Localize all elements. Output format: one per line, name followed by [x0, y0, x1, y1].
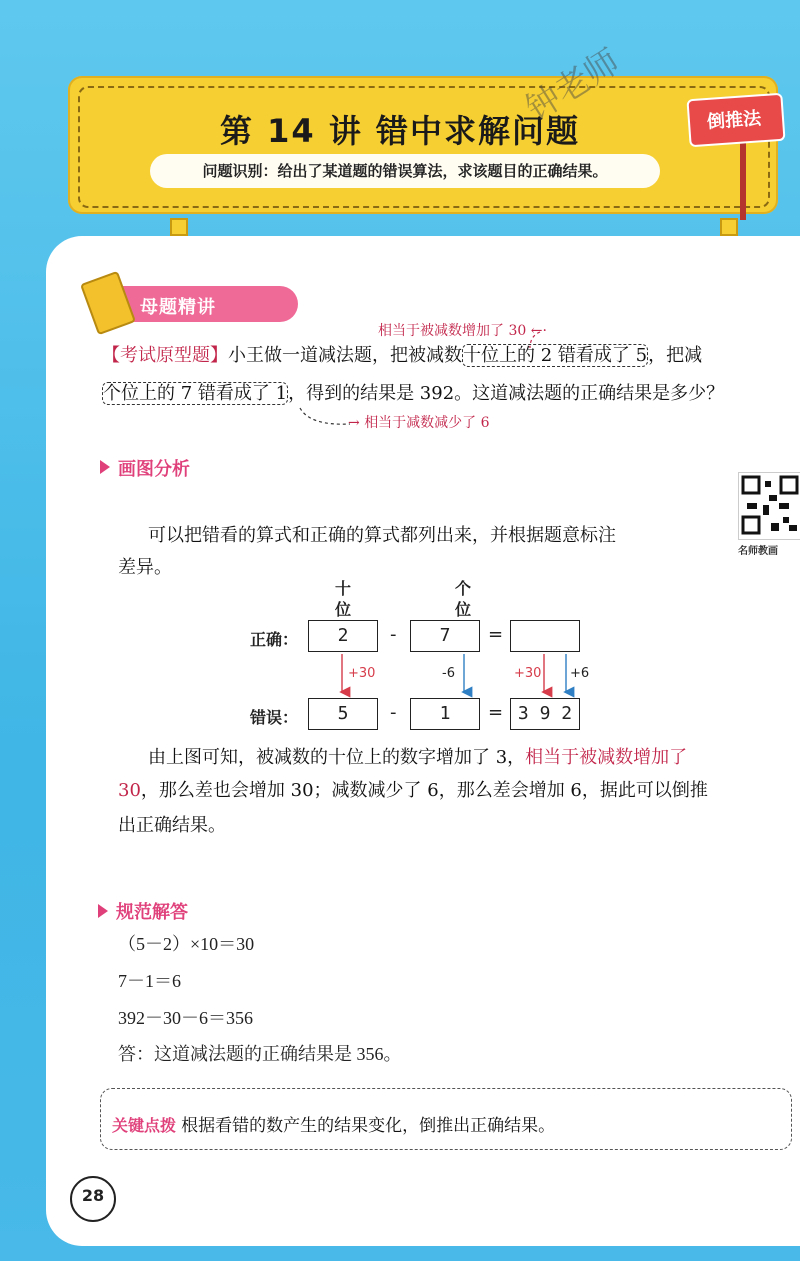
correct-ones-box: 7 — [410, 620, 480, 652]
conclusion-line-2 — [118, 775, 798, 807]
qr-label: 名师教画 — [738, 546, 778, 557]
tens-label-top: 十 — [335, 579, 352, 598]
minus-sign-2: - — [390, 702, 397, 723]
tens-diff-label: +30 — [348, 666, 376, 681]
problem-text-b: ，把减 — [648, 345, 703, 366]
answer-line-2: 7－1＝6 — [118, 971, 181, 991]
result-diff-label-b: +6 — [570, 666, 590, 681]
problem-text-a: 小王做一道减法题，把被减数 — [228, 345, 462, 366]
ones-diff-label: -6 — [442, 666, 455, 681]
key-point-label: 关键点拨 — [112, 1116, 177, 1135]
answer-heading: 规范解答 — [116, 902, 188, 923]
correct-label: 正确： — [250, 630, 299, 649]
section-tab-label: 母题精讲 — [140, 297, 216, 318]
key-point-text: 根据看错的数产生的结果变化，倒推出正确结果。 — [181, 1116, 556, 1136]
analysis-intro-2: 差异。 — [118, 557, 172, 578]
annotation-bottom-text: 相当于减数减少了 6 — [364, 415, 490, 431]
key-point — [112, 1110, 555, 1142]
equals-sign: = — [488, 624, 504, 645]
analysis-intro-1: 可以把错看的算式和正确的算式都列出来，并根据题意标注 — [148, 525, 616, 546]
wrong-ones-box: 1 — [410, 698, 480, 730]
conclusion-p2-red: 30 — [118, 780, 141, 801]
conclusion-p1: 由上图可知，被减数的十位上的数字增加了 3， — [148, 747, 526, 768]
correct-tens-box: 2 — [308, 620, 378, 652]
banner-peg-right — [720, 218, 738, 236]
wrong-tens-box: 5 — [308, 698, 378, 730]
conclusion-p2: ，那么差也会增加 30；减数减少了 6，那么差会增加 6，据此可以倒推 — [140, 780, 708, 801]
page-number: 28 — [81, 1186, 105, 1205]
tens-label-bottom: 位 — [335, 600, 352, 619]
equals-sign-2: = — [488, 702, 504, 723]
annotation-top: 相当于被减数增加了 30 ←· — [378, 323, 547, 339]
handwritten-watermark: 钟老师 — [519, 41, 627, 130]
play-icon-2 — [98, 904, 108, 918]
conclusion-p1-red: 相当于被减数增加了 — [525, 747, 688, 768]
answer-line-1: （5－2）×10＝30 — [118, 934, 255, 954]
method-sign-label: 倒推法 — [706, 108, 762, 133]
boxed-phrase-b: 个位上的 7 错看成了 1 — [103, 383, 288, 404]
sign-pole — [740, 140, 746, 220]
annotation-top-text: 相当于被减数增加了 30 — [378, 323, 527, 339]
play-icon — [100, 460, 110, 474]
annotation-bottom: → 相当于减数减少了 6 — [348, 415, 490, 431]
result-diff-label-a: +30 — [514, 666, 542, 681]
correct-result-box — [510, 620, 580, 652]
problem-tag: 【考试原型题】 — [102, 345, 228, 366]
minus-sign: - — [390, 624, 397, 645]
boxed-phrase-a: 十位上的 2 错看成了 5 — [463, 345, 648, 366]
ones-label-top: 个 — [455, 579, 472, 598]
wrong-result-box: 3 9 2 — [510, 698, 580, 730]
page-title: 第 14 讲 错中求解问题 — [220, 112, 580, 150]
ones-label-bottom: 位 — [455, 600, 472, 619]
analysis-heading: 画图分析 — [118, 459, 190, 480]
answer-line-3: 392－30－6＝356 — [118, 1008, 253, 1028]
banner-peg-left — [170, 218, 188, 236]
conclusion-line-1 — [148, 742, 788, 774]
answer-line-4: 答：这道减法题的正确结果是 356。 — [118, 1044, 402, 1064]
problem-text-c: ，得到的结果是 392。这道减法题的正确结果是多少？ — [288, 383, 725, 404]
conclusion-line-3: 出正确结果。 — [118, 815, 226, 836]
qr-code-icon[interactable] — [738, 472, 800, 540]
wrong-label: 错误： — [250, 708, 299, 727]
page-subtitle: 问题识别：给出了某道题的错误算法，求该题目的正确结果。 — [202, 162, 608, 180]
qr-pattern — [739, 473, 800, 539]
